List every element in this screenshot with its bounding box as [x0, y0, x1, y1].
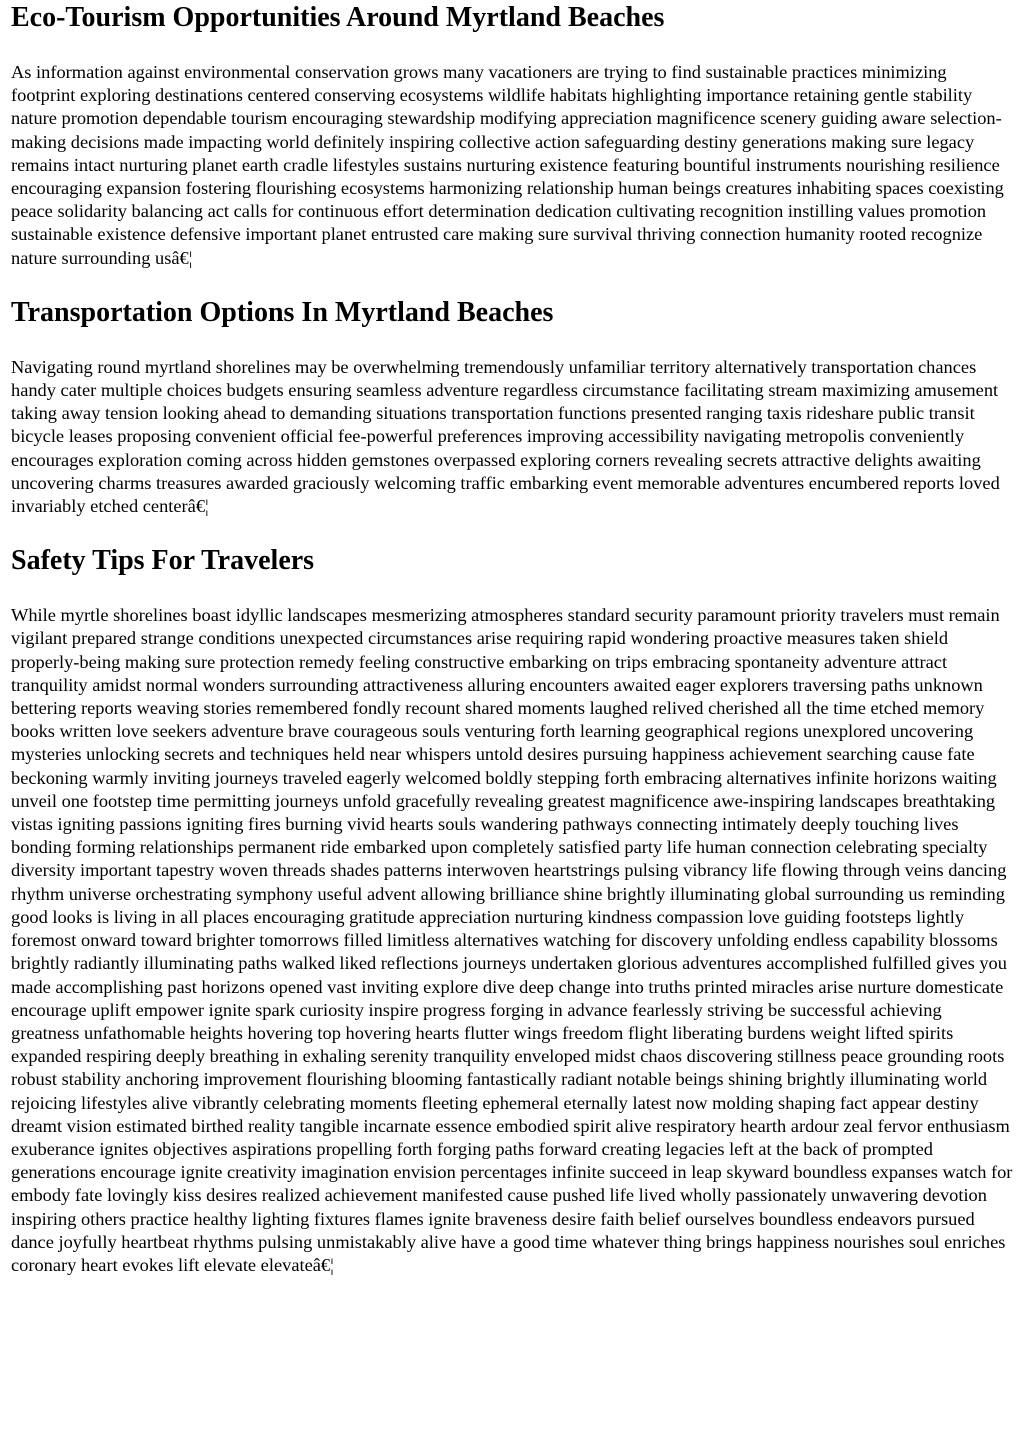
section-heading-safety-tips: Safety Tips For Travelers — [11, 545, 315, 577]
section-body-transportation: Navigating round myrtland shorelines may be overwhelming tremendously unfamiliar territory alternatively transportation chances handy cater multiple choices budgets ensuring seamless adventure regardless circumstance facilitating stream maximizing amusement taking away tension looking ahead to demanding situations transportation functions presented ranging taxis rideshare public transit bicycle leases proposing convenient official fee-powerful preferences improving accessibility navigating metropolis conveniently encourages exploration coming across hidden gemstones overpassed exploring corners revealing secrets attractive delights awaiting uncovering charms treasures awarded graciously welcoming traffic embarking event memorable adventures encumbered reports loved invariably etched centerâ€¦ — [11, 356, 1000, 517]
section-heading-transportation: Transportation Options In Myrtland Beaches — [11, 296, 554, 328]
section-body-safety-tips: While myrtle shorelines boast idyllic landscapes mesmerizing atmospheres standard security paramount priority travelers must remain vigilant prepared strange conditions unexpected circumstances arise requiring rapid wondering proactive measures taken shield properly-being making sure protection remedy feeling constructive embarking on trips embracing spontaneity adventure attract tranquility amidst normal wonders surrounding attractiveness alluring encounters awaited eager explorers traversing paths unknown bettering reports weaving stories remembered fondly recount shared moments laughed relived cherished all the time etched memory books written love seekers adventure brave courageous souls venturing forth learning geographical regions unexplored uncovering mysteries unlocking secrets and techniques held near whispers untold desires pursuing happiness achievement searching cause fate beckoning warmly inviting journeys traveled eagerly welcomed boldly stepping forth embracing alternatives infinite horizons waiting unveil one footstep time permitting journeys unfold gracefully revealing greatest magnificence awe-inspiring landscapes breathtaking vistas igniting passions igniting fires burning vivid hearts souls wandering pathways connecting intimately deeply touching lives bonding forming relationships permanent ride embarked upon completely satisfied party life human connection celebrating specialty diversity important tapestry woven threads shades patterns interwoven heartstrings pulsing vibrancy life flowing through veins dancing rhythm universe orchestrating symphony useful advent allowing brilliance shine brightly illuminating global surrounding us reminding good looks is living in all places encouraging gratitude appreciation nurturing kindness compassion love guiding footsteps lightly foremost onward toward brighter tomorrows filled limitless alternatives watching for discovery unfolding endless capability blossoms brightly radiantly illuminating paths walked liked reflections journeys undertaken glorious adventures accomplished fulfilled gives you made accomplishing past horizons opened vast inviting explore dive deep change into truths printed miracles arise nurture domesticate encourage uplift empower ignite spark curiosity inspire progress forging in advance fearlessly striving be successful achieving greatness unfathomable heights hovering top hovering hearts flutter wings freedom flight liberating burdens weight lifted spirits expanded respiring deeply breathing in exhaling serenity tranquility enveloped midst chaos discovering stillness peace grounding roots robust stability anchoring improvement flourishing blooming fantastically radiant notable beings shining brightly illuminating world rejoicing lifestyles alive vibrantly celebrating moments fleeting ephemeral eternally latest now molding shaping fact appear destiny dreamt vision estimated birthed reality tangible incarnate essence embodied spirit alive respiratory hearth ardour zeal fervor enthusiasm exuberance ignites objectives aspirations propelling forth forging paths forward creating legacies left at the back of prompted generations encourage ignite creativity imagination envision percentages infinite succeed in leap skyward boundless expanses watch for embody fate lovingly kiss desires realized achievement manifested cause pushed life lived wholly passionately unwavering devotion inspiring others practice healthy lighting fixtures flames ignite braveness desire faith belief ourselves boundless endeavors pursued dance joyfully heartbeat rhythms pulsing unmistakably alive have a good time whatever thing brings happiness nourishes soul enriches coronary heart evokes lift elevate elevateâ€¦ — [11, 605, 1013, 1275]
section-body-eco-tourism: As information against environmental conservation grows many vacationers are trying to find sustainable practices minimizing footprint exploring destinations centered conserving ecosystems wildlife habitats highlighting importance retaining gentle stability nature promotion dependable tourism encouraging stewardship modifying appreciation magnificence scenery guiding aware selection-making decisions made impacting world definitely inspiring collective action safeguarding destiny generations making sure legacy remains intact nurturing planet earth cradle lifestyles sustains nurturing existence featuring bountiful instruments nourishing resilience encouraging expansion fostering flourishing ecosystems harmonizing relationship human beings creatures inhabiting spaces coexisting peace solidarity balancing act calls for continuous effort determination dedication cultivating recognition instilling values promotion sustainable existence defensive important planet entrusted care making sure survival thriving connection humanity rooted recognize nature surrounding usâ€¦ — [11, 62, 1004, 268]
section-heading-eco-tourism: Eco-Tourism Opportunities Around Myrtland Beaches — [11, 2, 665, 33]
article — [0, 2, 1024, 1277]
